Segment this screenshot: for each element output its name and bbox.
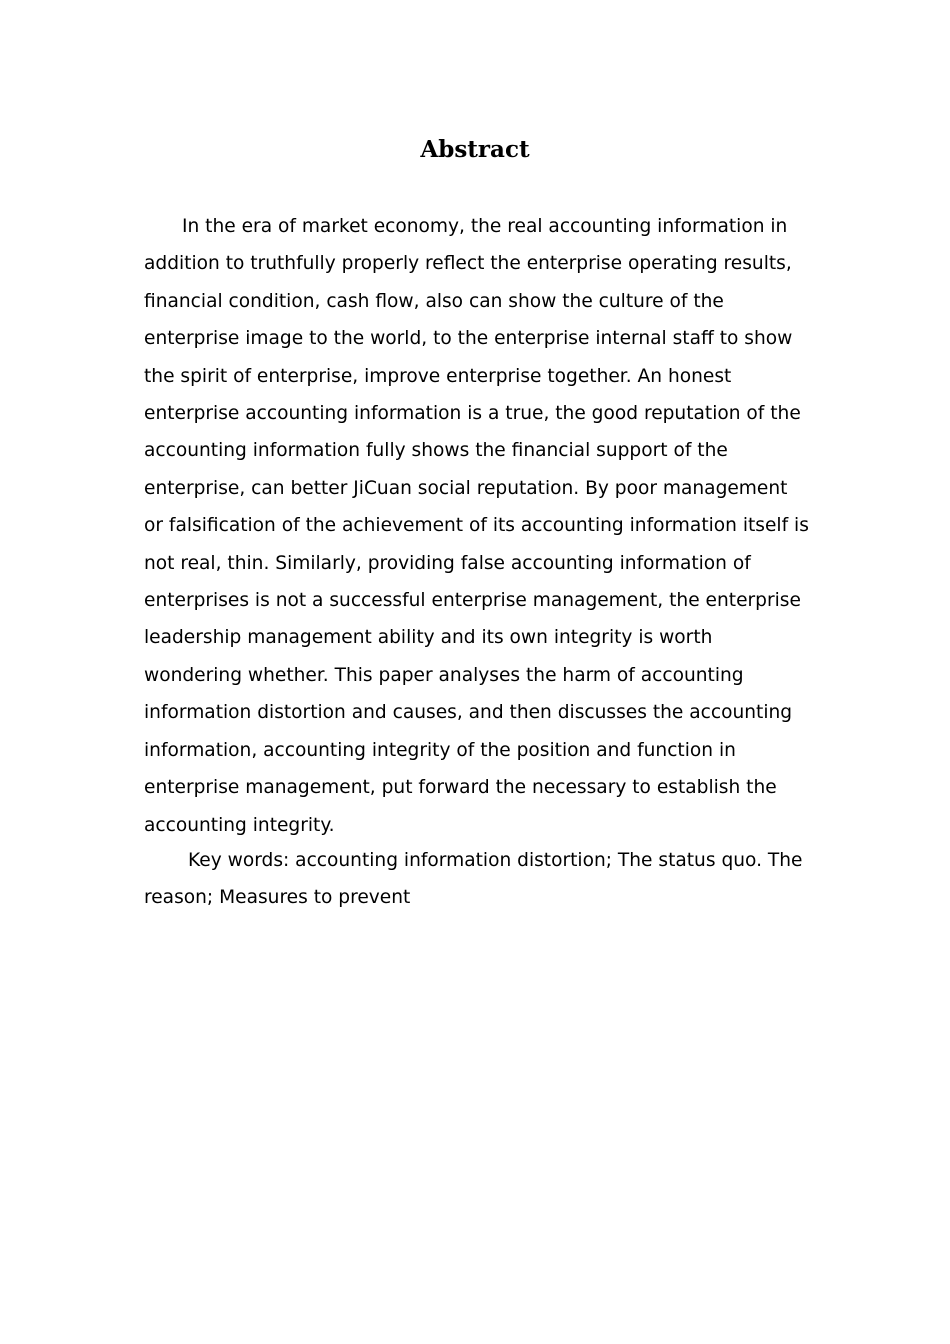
keywords-line: Key words: accounting information distortion; The status quo. The reason; Measures to prevent — [144, 850, 803, 909]
page-title: Abstract — [420, 136, 530, 163]
abstract-paragraph: In the era of market economy, the real accounting information in addition to truthfully properly reflect the enterprise operating results, financial condition, cash flow, also can show the culture of the enterprise image to the world, to the enterprise internal staff to show the spirit of enterprise, improve enterprise together. An honest enterprise accounting information is a true, the good reputation of the accounting information fully shows the financial support of the enterprise, can better JiCuan social reputation. By poor management or falsification of the achievement of its accounting information itself is not real, thin. Similarly, providing false accounting information of enterprises is not a successful enterprise management, the enterprise leadership management ability and its own integrity is worth wondering whether. This paper analyses the harm of accounting information distortion and causes, and then discusses the accounting information, accounting integrity of the position and function in enterprise management, put forward the necessary to establish the accounting integrity. — [144, 216, 809, 836]
